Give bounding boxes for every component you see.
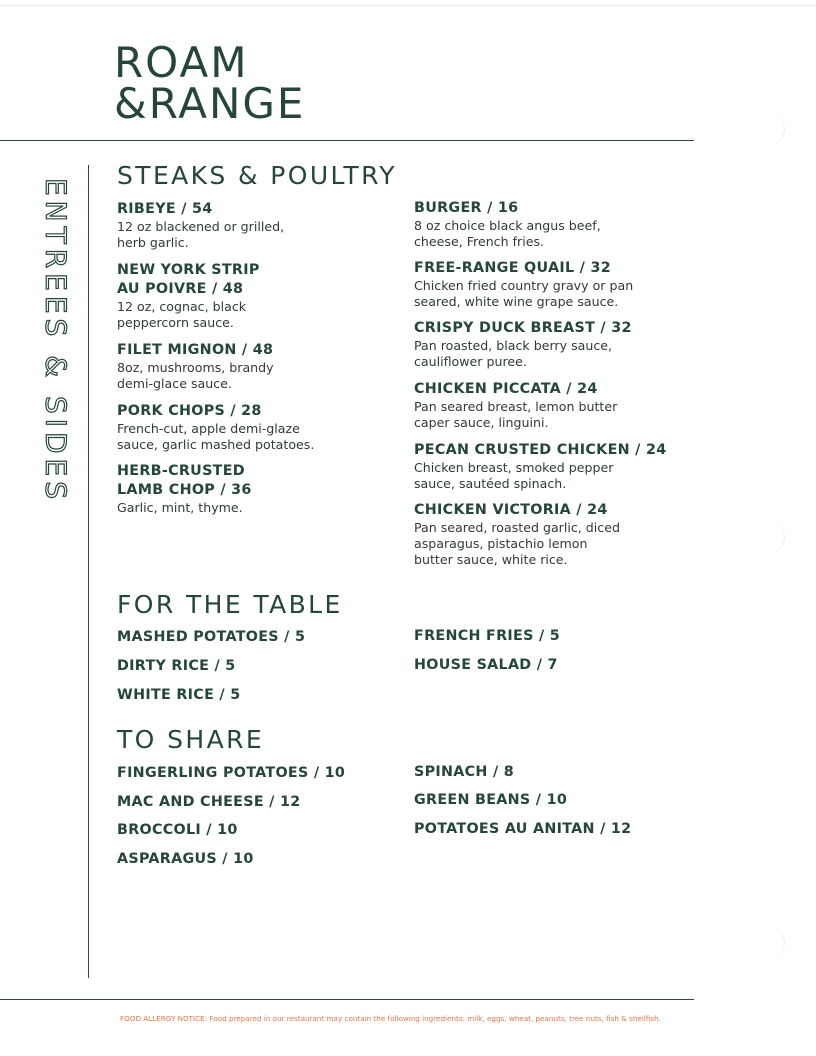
item-name: BURGER / 16	[414, 200, 519, 216]
menu-item	[117, 261, 260, 331]
menu-item	[117, 200, 284, 251]
item-name: CHICKEN VICTORIA / 24	[414, 502, 608, 518]
item-name: CHICKEN PICCATA / 24	[414, 381, 598, 397]
menu-item	[414, 199, 601, 250]
item-name: FILET MIGNON / 48	[117, 342, 274, 358]
footer-divider	[0, 999, 694, 1000]
side-item: BROCCOLI / 10	[117, 822, 238, 838]
section-title-steaks-poultry: STEAKS & POULTRY	[117, 161, 397, 190]
item-description: Pan roasted, black berry sauce, cauliflower puree.	[414, 338, 613, 369]
item-description: Chicken fried country gravy or pan seared, white wine grape sauce.	[414, 278, 634, 309]
side-item: WHITE RICE / 5	[117, 687, 241, 703]
menu-item	[414, 319, 632, 370]
item-description: Chicken breast, smoked pepper sauce, sautéed spinach.	[414, 460, 614, 491]
side-item: FINGERLING POTATOES / 10	[117, 765, 346, 781]
side-item: MASHED POTATOES / 5	[117, 629, 306, 645]
side-label-text: ENTREES & SIDES	[39, 177, 73, 505]
menu-item	[414, 501, 620, 568]
item-description: French-cut, apple demi-glaze sauce, garlic mashed potatoes.	[117, 421, 315, 452]
logo-line-2: &RANGE	[114, 79, 306, 128]
section-title-to-share: TO SHARE	[117, 725, 265, 754]
restaurant-logo	[114, 38, 306, 128]
side-item: ASPARAGUS / 10	[117, 851, 254, 867]
side-item: POTATOES AU ANITAN / 12	[414, 821, 632, 837]
item-description: 12 oz blackened or grilled, herb garlic.	[117, 219, 285, 250]
header-divider	[0, 140, 694, 141]
item-description: 8 oz choice black angus beef, cheese, French fries.	[414, 218, 601, 249]
punch-hole-mark	[752, 926, 785, 958]
punch-hole-mark	[752, 114, 785, 146]
menu-item	[117, 341, 274, 392]
item-description: Garlic, mint, thyme.	[117, 500, 243, 515]
menu-item	[117, 462, 252, 516]
side-item: MAC AND CHEESE / 12	[117, 794, 301, 810]
item-name: PECAN CRUSTED CHICKEN / 24	[414, 442, 667, 458]
menu-item	[414, 259, 633, 310]
side-item: GREEN BEANS / 10	[414, 792, 568, 808]
side-item: HOUSE SALAD / 7	[414, 657, 558, 673]
item-name: FREE-RANGE QUAIL / 32	[414, 260, 611, 276]
punch-hole-mark	[752, 522, 785, 554]
item-name: HERB-CRUSTED LAMB CHOP / 36	[117, 463, 252, 498]
item-description: Pan seared, roasted garlic, diced asparagus, pistachio lemon butter sauce, white rice.	[414, 520, 620, 567]
allergy-notice: FOOD ALLERGY NOTICE: Food prepared in our restaurant may contain the following ingredients: milk, eggs, wheat, peanuts, tree nuts, fish & shellfish.	[120, 1014, 661, 1023]
section-title-for-the-table: FOR THE TABLE	[117, 590, 343, 619]
menu-item	[414, 380, 617, 431]
item-description: Pan seared breast, lemon butter caper sauce, linguini.	[414, 399, 618, 430]
side-item: SPINACH / 8	[414, 764, 515, 780]
item-name: NEW YORK STRIP AU POIVRE / 48	[117, 262, 260, 297]
item-name: CRISPY DUCK BREAST / 32	[414, 320, 632, 336]
menu-item	[414, 441, 666, 492]
item-description: 12 oz, cognac, black peppercorn sauce.	[117, 299, 247, 330]
item-name: PORK CHOPS / 28	[117, 403, 262, 419]
logo-line-1: ROAM	[114, 38, 249, 87]
top-edge-line	[0, 5, 816, 6]
side-item: FRENCH FRIES / 5	[414, 628, 561, 644]
side-item: DIRTY RICE / 5	[117, 658, 236, 674]
menu-item	[117, 402, 314, 453]
item-description: 8oz, mushrooms, brandy demi-glace sauce.	[117, 360, 274, 391]
item-name: RIBEYE / 54	[117, 201, 213, 217]
side-divider	[88, 165, 89, 978]
